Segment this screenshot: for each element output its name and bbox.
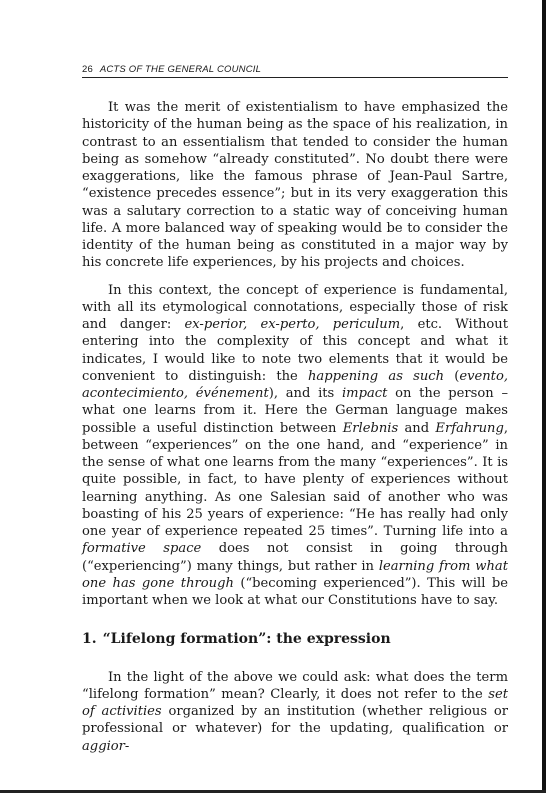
italic-text: impact bbox=[341, 386, 388, 401]
italic-text: Erlebnis bbox=[342, 420, 399, 436]
section-title: “Lifelong formation”: the expression bbox=[102, 631, 391, 648]
section-heading bbox=[82, 631, 508, 648]
running-title: ACTS OF THE GENERAL COUNCIL bbox=[99, 64, 262, 75]
running-header bbox=[82, 64, 261, 75]
page-edge bbox=[542, 0, 546, 793]
text-run: (“becoming experienced”). This will be important when we look at what our Constitutions have to say. bbox=[82, 575, 508, 608]
italic-text: evento, acontecimiento, événement bbox=[82, 368, 508, 401]
text-run: ), and its bbox=[268, 386, 342, 401]
italic-text: set of activities bbox=[82, 686, 508, 719]
text-run: , between “experiences” on the one hand, and “experience” in the sense of what one learns from the many “experiences”. It is quite possible, in fact, to have plenty of experiences without learning anything. As one Salesian said of another who was boasting of his 25 years of experience: “He has really had only one year of experience repeated 25 times”. Turning life into a bbox=[82, 420, 509, 539]
text-run: ( bbox=[444, 368, 460, 384]
text-run: organized by an institution (whether religious or professional or whatever) for the updating, qualification or bbox=[82, 704, 509, 737]
italic-text: aggior- bbox=[82, 738, 130, 754]
paragraph-2 bbox=[82, 282, 508, 610]
paragraph-3 bbox=[82, 669, 508, 755]
paragraph-1 bbox=[82, 99, 508, 272]
text-run: In this context, the concept of experience is fundamental, with all its etymological connotations, especially those of risk and danger: bbox=[82, 282, 508, 332]
text-run: does not consist in going through (“experiencing”) many things, but rather in bbox=[82, 541, 508, 574]
body-text bbox=[82, 99, 508, 755]
italic-text: happening as such bbox=[308, 368, 445, 384]
text-run: , etc. Without entering into the complexity of this concept and what it indicates, I would like to note two elements that it would be convenient to distinguish: the bbox=[82, 317, 508, 384]
text-run: and bbox=[398, 420, 436, 436]
header-rule bbox=[82, 77, 508, 78]
section-number: 1. bbox=[82, 631, 97, 648]
italic-text: learning from what one has gone through bbox=[82, 558, 508, 591]
italic-text: formative space bbox=[82, 541, 202, 557]
text-run: on the person – what one learns from it. Here the German language makes possible a useful distinction between bbox=[82, 386, 508, 436]
italic-text: ex-perior, ex-perto, periculum bbox=[184, 317, 401, 332]
text-run: It was the merit of existentialism to have emphasized the historicity of the human being as the space of his realization, in contrast to an essentialism that tended to consider the human being as somehow “already constituted”. No doubt there were exaggerations, like the famous phrase of Jean-Paul Sartre, “existence precedes essence”; but in its very exaggeration this was a salutary correction to a static way of conceiving human life. A more balanced way of speaking would be to consider the identity of the human being as constituted in a major way by his concrete life experiences, by his projects and choices. bbox=[82, 100, 508, 271]
text-run: In the light of the above we could ask: what does the term “lifelong formation” mean? Clearly, it does not refer to the bbox=[82, 669, 508, 702]
page-number: 26 bbox=[82, 64, 93, 75]
italic-text: Erfahrung bbox=[435, 420, 504, 436]
